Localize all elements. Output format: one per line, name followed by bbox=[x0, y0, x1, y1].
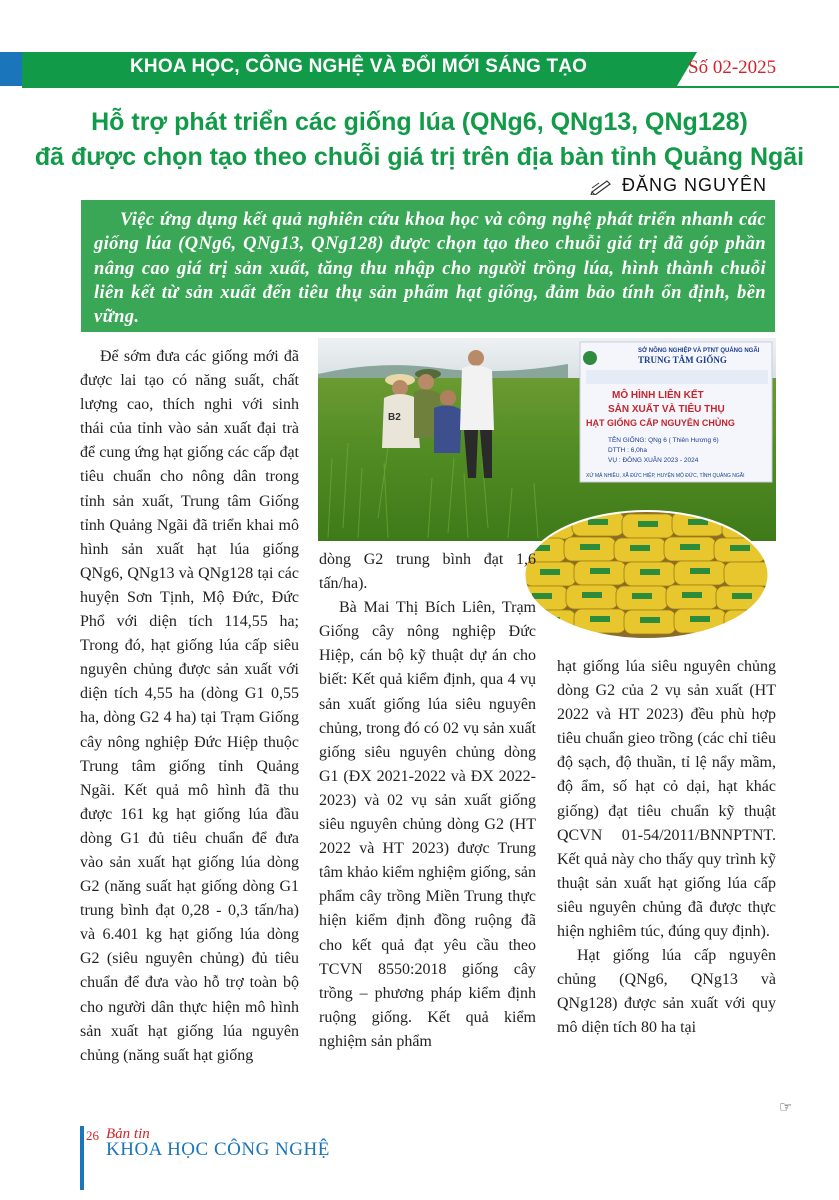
svg-text:MÔ HÌNH LIÊN KẾT: MÔ HÌNH LIÊN KẾT bbox=[612, 390, 704, 401]
paragraph: Hạt giống lúa cấp nguyên chủng (QNg6, QNg13 và QNg128) được sản xuất với quy mô diện tích 80 ha tại bbox=[557, 947, 776, 1037]
article-title-line-1: Hỗ trợ phát triển các giống lúa (QNg6, QNg13, QNg128) bbox=[91, 108, 748, 136]
header-blue-tab bbox=[0, 52, 22, 86]
body-column-2 bbox=[319, 548, 536, 1054]
pen-icon bbox=[590, 177, 612, 195]
article-title-line-2: đã được chọn tạo theo chuỗi giá trị trên địa bàn tỉnh Quảng Ngãi bbox=[34, 143, 805, 171]
header-rule bbox=[22, 86, 839, 88]
author-byline: ĐĂNG NGUYÊN bbox=[622, 175, 768, 195]
svg-text:XỨ MẢ NHIỀU, XÃ ĐỨC HIỆP, HUYỆ: XỨ MẢ NHIỀU, XÃ ĐỨC HIỆP, HUYỆN MỘ ĐỨC, TỈNH QUẢNG NGÃI bbox=[586, 473, 745, 479]
paragraph-continued: dòng G2 trung bình đạt 1,6 tấn/ha). bbox=[319, 551, 536, 593]
body-column-3 bbox=[557, 655, 776, 1041]
svg-text:VỤ : ĐÔNG XUÂN 2023 - 2024: VỤ : ĐÔNG XUÂN 2023 - 2024 bbox=[608, 457, 699, 464]
body-column-1 bbox=[80, 345, 299, 1068]
svg-text:TRUNG TÂM GIỐNG: TRUNG TÂM GIỐNG bbox=[638, 355, 727, 365]
footer-bar bbox=[80, 1126, 84, 1190]
svg-text:HẠT GIỐNG CẤP NGUYÊN CHỦNG: HẠT GIỐNG CẤP NGUYÊN CHỦNG bbox=[586, 418, 735, 428]
paragraph-continued: hạt giống lúa siêu nguyên chủng dòng G2 của 2 vụ sản xuất (HT 2022 và HT 2023) đều phù hợp tiêu chuẩn gieo trồng (các chỉ tiêu độ sạch, độ thuần, tỉ lệ nẩy mầm, độ ẩm, số hạt cỏ dại, hạt khác giống) đạt tiêu chuẩn kỹ thuật QCVN 01-54/2011/BNNPTNT. Kết quả này cho thấy quy trình kỹ thuật sản xuất hạt giống lúa cấp siêu nguyên chủng đã được thực hiện nghiêm túc, đúng quy định). bbox=[557, 658, 776, 941]
lead-paragraph: Việc ứng dụng kết quả nghiên cứu khoa học và công nghệ phát triển nhanh các giống lúa (QNg6, QNg13, QNg128) được chọn tạo theo chuỗi giá trị đã góp phần nâng cao giá trị sản xuất, tăng thu nhập cho người trồng lúa, hình thành chuỗi liên kết từ sản xuất đến tiêu thụ sản phẩm hạt giống, đảm bảo tính ổn định, bền vững. bbox=[94, 209, 766, 328]
section-title: KHOA HỌC, CÔNG NGHỆ VÀ ĐỔI MỚI SÁNG TẠO bbox=[130, 56, 588, 77]
svg-text:SỞ NÔNG NGHIỆP VÀ PTNT QUẢNG N: SỞ NÔNG NGHIỆP VÀ PTNT QUẢNG NGÃI bbox=[638, 348, 760, 354]
svg-text:SẢN XUẤT VÀ TIÊU THỤ: SẢN XUẤT VÀ TIÊU THỤ bbox=[608, 404, 725, 415]
paragraph: Để sớm đưa các giống mới đã được lai tạo có năng suất, chất lượng cao, thích nghi với sinh thái của tỉnh vào sản xuất đại trà để cung ứng hạt giống các cấp đạt tiêu chuẩn cho nông dân trong tỉnh sản xuất, Trung tâm Giống tỉnh Quảng Ngãi đã triển khai mô hình sản xuất hạt lúa giống QNg6, QNg13 và QNg128 tại các huyện Sơn Tịnh, Mộ Đức, Đức Phổ với diện tích 114,55 ha; Trong đó, hạt giống lúa cấp siêu nguyên chủng được sản xuất với diện tích 4,55 ha (dòng G1 0,55 ha, dòng G2 4 ha) tại Trạm Giống cây nông nghiệp Đức Hiệp thuộc Trung tâm giống tỉnh Quảng Ngãi. Kết quả mô hình đã thu được 161 kg hạt giống lúa đầu dòng G1 đủ tiêu chuẩn để đưa vào sản xuất hạt giống lúa dòng G2 (năng suất hạt giống dòng G1 trung bình đạt 0,28 - 0,3 tấn/ha) và 6.401 kg hạt giống lúa dòng G2 (siêu nguyên chủng) đủ tiêu chuẩn để đưa vào hỗ trợ toàn bộ cho người dân thực hiện mô hình sản xuất hạt giống lúa nguyên chủng (năng suất hạt giống bbox=[80, 348, 299, 1064]
seed-bags-photo bbox=[524, 510, 769, 640]
publication-name: KHOA HỌC CÔNG NGHỆ bbox=[106, 1139, 330, 1160]
publication-name-top: Bản tin bbox=[106, 1126, 150, 1142]
seed-model-banner bbox=[580, 342, 772, 482]
svg-text:DTTH : 6,0ha: DTTH : 6,0ha bbox=[608, 447, 648, 454]
svg-text:B2: B2 bbox=[388, 412, 401, 423]
svg-text:TÊN GIỐNG: QNg 6 ( Thiên Hương: TÊN GIỐNG: QNg 6 ( Thiên Hương 6) bbox=[608, 437, 719, 444]
pointing-hand-icon: ☞ bbox=[779, 1100, 793, 1116]
page-number: 26 bbox=[86, 1128, 99, 1143]
issue-number: Số 02-2025 bbox=[688, 57, 777, 78]
paragraph: Bà Mai Thị Bích Liên, Trạm Giống cây nông nghiệp Đức Hiệp, cán bộ kỹ thuật dự án cho biết: Kết quả kiểm định, qua 4 vụ sản xuất giống lúa siêu nguyên chủng, trong đó có 02 vụ sản xuất giống siêu nguyên chủng dòng G1 (ĐX 2021-2022 và ĐX 2022-2023) và 02 vụ sản xuất giống siêu nguyên chủng dòng G2 (HT 2022 và HT 2023) được Trung tâm khảo kiểm nghiệm giống, sản phẩm cây trồng Miền Trung thực hiện kiểm định đồng ruộng đã cho kết quả đạt yêu cầu theo TCVN 8550:2018 giống cây trồng – phương pháp kiểm định ruộng giống. Kết quả kiểm nghiệm sản phẩm bbox=[319, 599, 536, 1050]
